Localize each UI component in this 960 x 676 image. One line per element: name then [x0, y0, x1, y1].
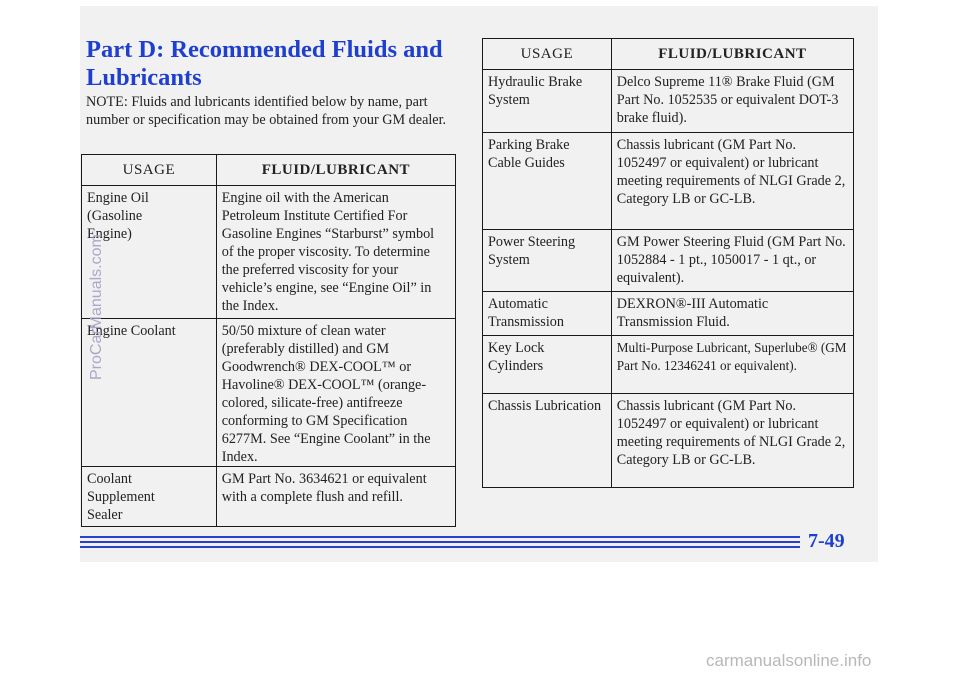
- usage-cell: Engine Oil (Gasoline Engine): [82, 186, 217, 319]
- fluid-cell: GM Power Steering Fluid (GM Part No. 1052884 - 1 pt., 1050017 - 1 qt., or equivalent).: [611, 230, 853, 292]
- fluid-column-header: FLUID/LUBRICANT: [216, 155, 455, 186]
- usage-cell: Power Steering System: [483, 230, 612, 292]
- table-row: [483, 133, 854, 230]
- fluid-cell: Multi-Purpose Lubricant, Superlube® (GM Part No. 12346241 or equivalent).: [611, 336, 853, 394]
- footer-rule-bottom: [80, 546, 800, 548]
- usage-cell: Engine Coolant: [82, 319, 217, 467]
- footer-rule-middle: [80, 541, 800, 543]
- fluids-table-left: [81, 154, 456, 527]
- fluid-cell: DEXRON®-III Automatic Transmission Fluid.: [611, 292, 853, 336]
- fluids-table-right: [482, 38, 854, 488]
- usage-cell: Automatic Transmission: [483, 292, 612, 336]
- table-row: [82, 186, 456, 319]
- table-row: [82, 467, 456, 527]
- table-header-row: [483, 39, 854, 70]
- footer-rule-top: [80, 536, 800, 538]
- usage-column-header: USAGE: [82, 155, 217, 186]
- bottom-watermark: carmanualsonline.info: [706, 651, 872, 670]
- fluid-cell: Chassis lubricant (GM Part No. 1052497 or equivalent) or lubricant meeting requirements of NLGI Grade 2, Category LB or GC-LB.: [611, 133, 853, 230]
- fluid-cell: Chassis lubricant (GM Part No. 1052497 or equivalent) or lubricant meeting requirements of NLGI Grade 2, Category LB or GC-LB.: [611, 394, 853, 488]
- page-number: 7-49: [808, 530, 845, 552]
- usage-cell: Hydraulic Brake System: [483, 70, 612, 133]
- usage-cell: Parking Brake Cable Guides: [483, 133, 612, 230]
- fluid-cell: GM Part No. 3634621 or equivalent with a complete flush and refill.: [216, 467, 455, 527]
- table-row: [483, 336, 854, 394]
- usage-cell: Chassis Lubrication: [483, 394, 612, 488]
- table-row: [483, 70, 854, 133]
- usage-cell: Key Lock Cylinders: [483, 336, 612, 394]
- usage-column-header: USAGE: [483, 39, 612, 70]
- side-watermark: ProCarManuals.com: [88, 234, 105, 380]
- fluid-cell: Delco Supreme 11® Brake Fluid (GM Part No. 1052535 or equivalent DOT-3 brake fluid).: [611, 70, 853, 133]
- table-row: [82, 319, 456, 467]
- table-row: [483, 394, 854, 488]
- usage-cell: Coolant Supplement Sealer: [82, 467, 217, 527]
- table-header-row: [82, 155, 456, 186]
- dealer-note: NOTE: Fluids and lubricants identified below by name, part number or specification may be obtained from your GM dealer.: [86, 94, 447, 128]
- table-row: [483, 292, 854, 336]
- section-title: Part D: Recommended Fluids and Lubricants: [86, 36, 443, 91]
- fluid-column-header: FLUID/LUBRICANT: [611, 39, 853, 70]
- fluid-cell: 50/50 mixture of clean water (preferably distilled) and GM Goodwrench® DEX-COOL™ or Havoline® DEX-COOL™ (orange-colored, silicate-free) antifreeze conforming to GM Specification 6277M. See “Engine Coolant” in the Index.: [216, 319, 455, 467]
- fluid-cell: Engine oil with the American Petroleum Institute Certified For Gasoline Engines “Starburst” symbol of the proper viscosity. To determine the preferred viscosity for your vehicle’s engine, see “Engine Oil” in the Index.: [216, 186, 455, 319]
- table-row: [483, 230, 854, 292]
